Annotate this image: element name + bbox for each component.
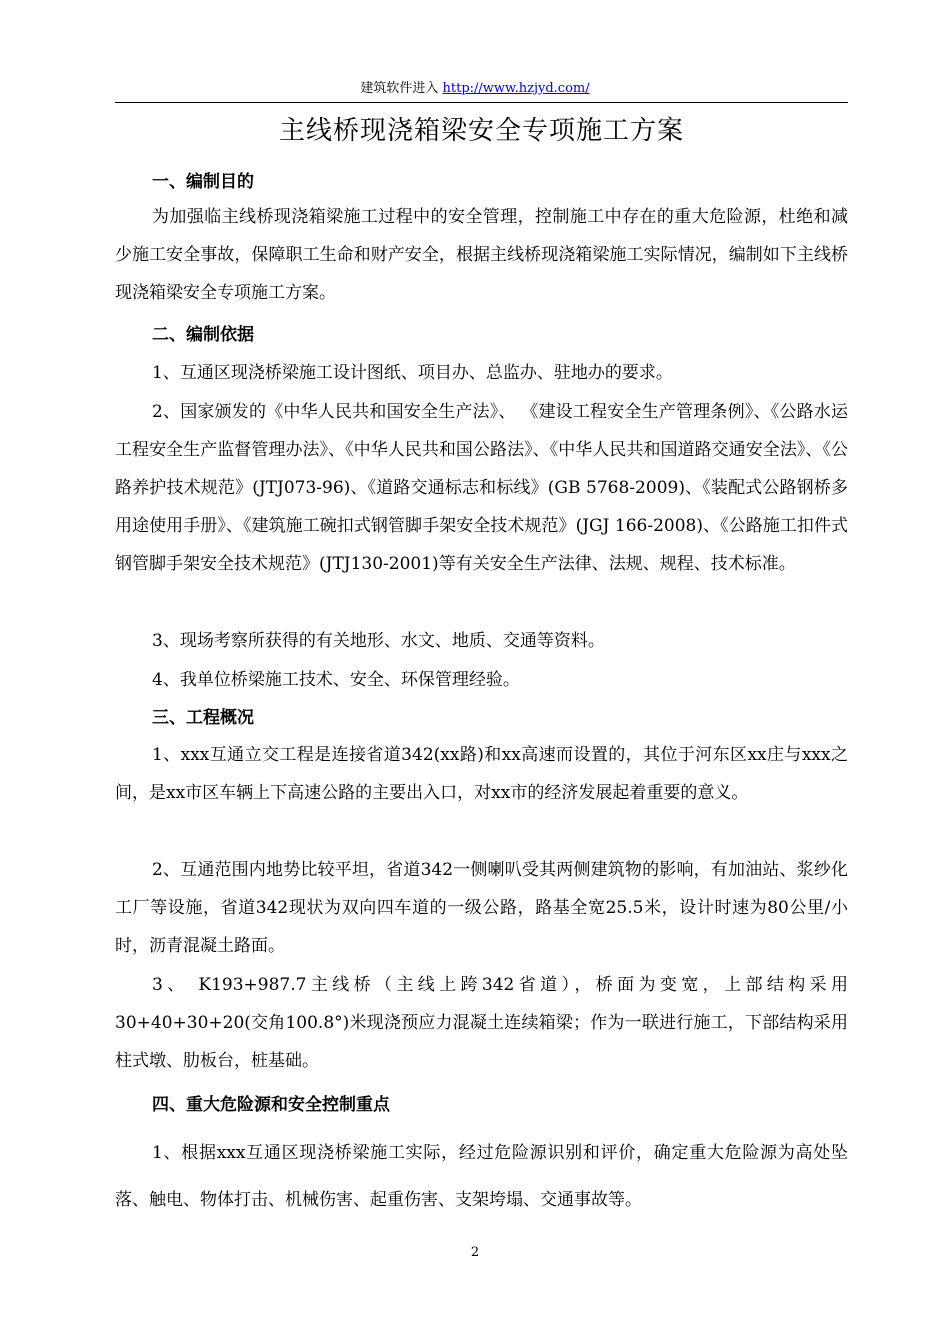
- section-3-paragraph-3: 3、 K193+987.7主线桥（主线上跨342省道），桥面为变宽，上部结构采用30+40+30+20(交角100.8°)米现浇预应力混凝土连续箱梁；作为一联进行施工，下部结构采用柱式墩、肋板台，桩基础。: [115, 975, 848, 1071]
- header-prefix: 建筑软件进入: [360, 81, 443, 96]
- section-heading-3: 三、工程概况: [152, 708, 254, 728]
- section-heading-2: 二、编制依据: [152, 325, 254, 345]
- section-4-paragraph-1: 1、根据xxx互通区现浇桥梁施工实际，经过危险源识别和评价，确定重大危险源为高处坠落、触电、物体打击、机械伤害、起重伤害、支架垮塌、交通事故等。: [115, 1143, 848, 1210]
- header-rule: [115, 102, 848, 103]
- section-2-paragraph-3: 3、现场考察所获得的有关地形、水文、地质、交通等资料。: [152, 631, 605, 651]
- section-1-paragraph-1: 为加强临主线桥现浇箱梁施工过程中的安全管理，控制施工中存在的重大危险源，杜绝和减少施工安全事故，保障职工生命和财产安全，根据主线桥现浇箱梁施工实际情况，编制如下主线桥现浇箱梁安全专项施工方案。: [115, 207, 848, 303]
- section-3-paragraph-1: 1、xxx互通立交工程是连接省道342(xx路)和xx高速而设置的，其位于河东区xx庄与xxx之间，是xx市区车辆上下高速公路的主要出入口，对xx市的经济发展起着重要的意义。: [115, 745, 848, 803]
- page-title: 主线桥现浇箱梁安全专项施工方案: [278, 116, 684, 146]
- header-link[interactable]: http://www.hzjyd.com/: [442, 81, 590, 96]
- section-2-paragraph-1: 1、互通区现浇桥梁施工设计图纸、项目办、总监办、驻地办的要求。: [152, 363, 673, 383]
- section-2-paragraph-4: 4、我单位桥梁施工技术、安全、环保管理经验。: [152, 670, 520, 690]
- page-header: [0, 80, 950, 98]
- section-3-paragraph-2: 2、互通范围内地势比较平坦，省道342一侧喇叭受其两侧建筑物的影响，有加油站、浆纱化工厂等设施，省道342现状为双向四车道的一级公路，路基全宽25.5米，设计时速为80公里/小时，沥青混凝土路面。: [115, 860, 848, 956]
- page-number: 2: [470, 1245, 480, 1260]
- section-heading-4: 四、重大危险源和安全控制重点: [152, 1095, 390, 1115]
- section-heading-1: 一、编制目的: [152, 172, 254, 192]
- section-2-paragraph-2: 2、国家颁发的《中华人民共和国安全生产法》、 《建设工程安全生产管理条例》、《公路水运工程安全生产监督管理办法》、《中华人民共和国公路法》、《中华人民共和国道路交通安全法》、《公路养护技术规范》(JTJ073-96)、《道路交通标志和标线》(GB 5768-2009)、《装配式公路钢桥多用途使用手册》、《建筑施工碗扣式钢管脚手架安全技术规范》(JGJ 166-2008)、《公路施工扣件式钢管脚手架安全技术规范》(JTJ130-2001)等有关安全生产法律、法规、规程、技术标准。: [115, 402, 848, 574]
